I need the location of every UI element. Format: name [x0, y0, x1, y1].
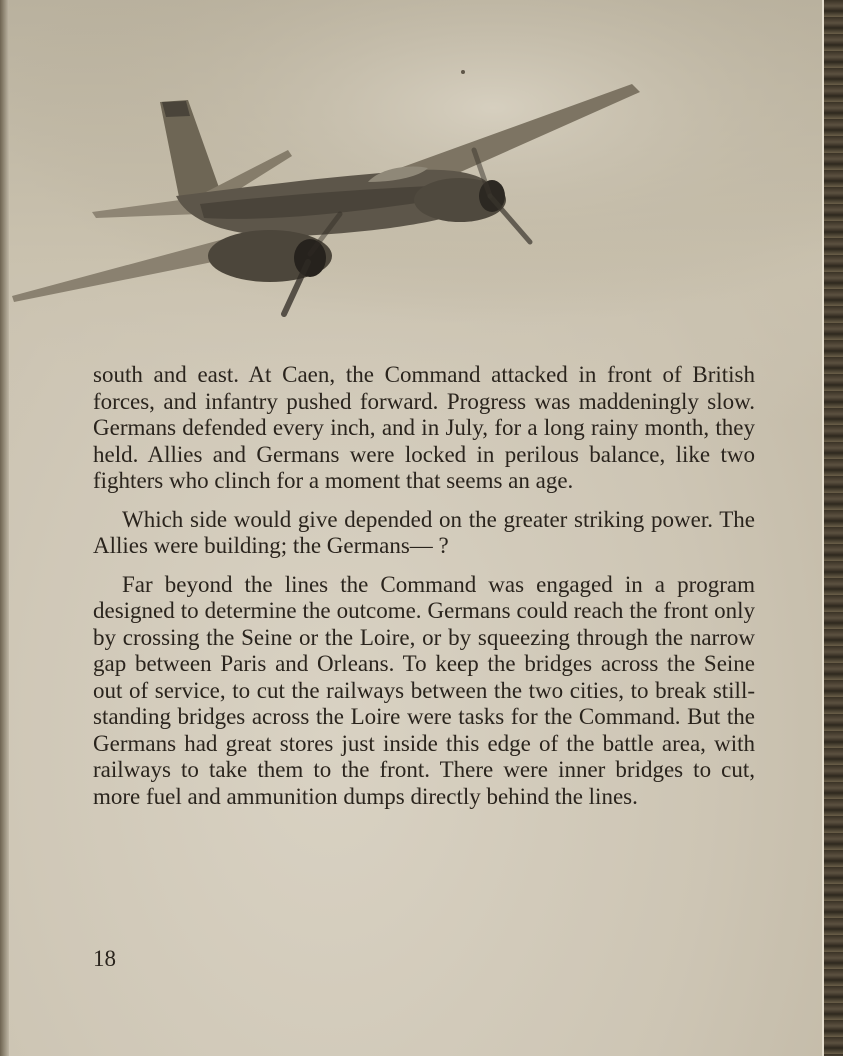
paragraph-3: Far beyond the lines the Command was engaged in a program designed to determine the outcome. Germans could reach the front only by crossing the Seine or the Loire, or by squeezing through the narrow gap between Paris and Orleans. To keep the bridges across the Seine out of service, to cut the railways between the two cities, to break still-standing bridges across the Loire were tasks for the Command. But the Germans had great stores just inside this edge of the battle area, with railways to take them to the front. There were inner bridges to cut, more fuel and ammunition dumps directly behind the lines. [93, 571, 755, 809]
book-binding [822, 0, 843, 1056]
paragraph-2: Which side would give depended on the greater striking power. The Allies were building; the Germans— ? [93, 506, 755, 558]
aircraft-illustration [0, 0, 822, 420]
page-left-edge [0, 0, 9, 1056]
body-text [93, 362, 755, 810]
paragraph-1: south and east. At Caen, the Command attacked in front of British forces, and infantry pushed forward. Progress was maddeningly slow. Germans defended every inch, and in July, for a long rainy month, they held. Allies and Germans were locked in perilous balance, like two fighters who clinch for a moment that seems an age. [93, 362, 755, 493]
aircraft-photo [0, 0, 822, 420]
page-number: 18 [93, 946, 116, 971]
